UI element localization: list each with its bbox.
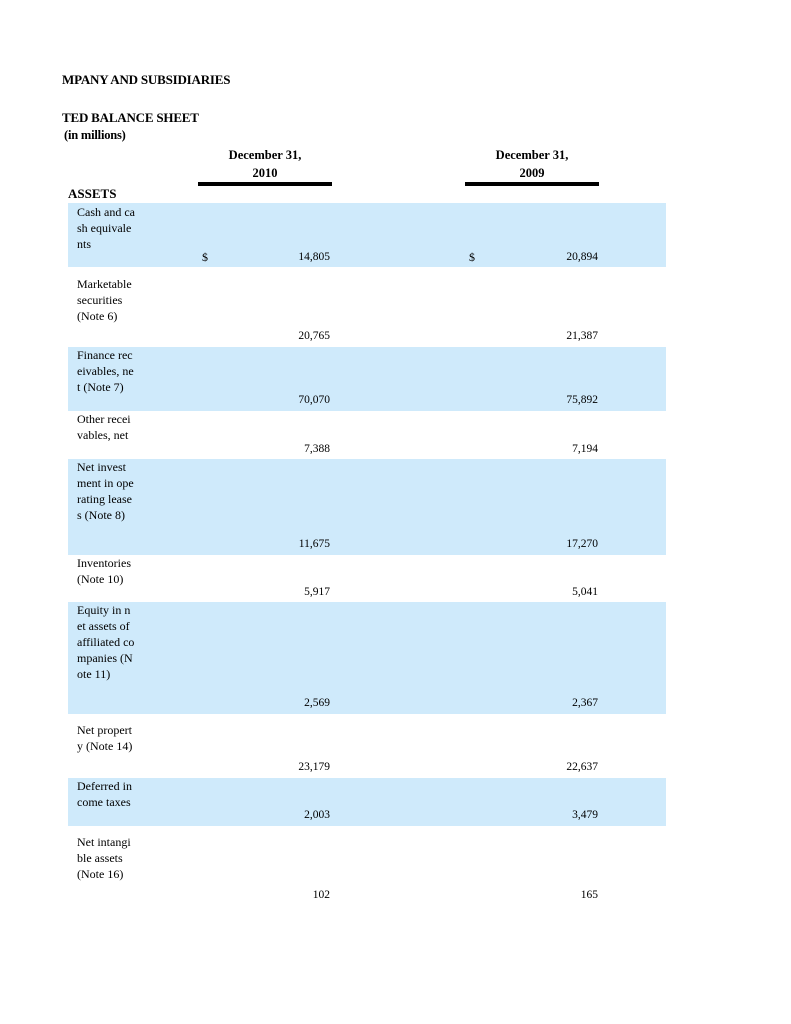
value-2009: 5,041 (572, 586, 598, 598)
value-2010: 102 (312, 889, 330, 901)
row-label: Net investment in operating leases (Note 8) (77, 460, 134, 523)
section-assets: ASSETS (68, 186, 117, 201)
currency-symbol-2009: $ (469, 250, 475, 264)
row-label: Inventories (Note 10) (77, 556, 131, 587)
value-2009: 21,387 (566, 330, 598, 342)
currency-symbol-2010: $ (202, 250, 208, 264)
column-header-2010-date: December 31, (228, 148, 302, 162)
value-2010: 5,917 (304, 586, 330, 598)
value-2010: 70,070 (298, 394, 330, 406)
table-row-net-property (68, 714, 666, 778)
value-2009: 22,637 (566, 761, 598, 773)
row-label: Finance receivables, net (Note 7) (77, 348, 134, 395)
value-2010: 23,179 (298, 761, 330, 773)
value-2010: 7,388 (304, 443, 330, 455)
row-label: Net intangible assets (Note 16) (77, 835, 131, 882)
table-row-deferred-taxes (68, 778, 666, 826)
table-row-inventories (68, 555, 666, 602)
table-row-intangible-assets (68, 826, 666, 906)
value-2009: 3,479 (572, 809, 598, 821)
value-2010: 2,569 (304, 697, 330, 709)
row-label: Marketable securities (Note 6) (77, 277, 132, 324)
statement-title: TED BALANCE SHEET (62, 110, 199, 125)
table-row-finance-receivables (68, 347, 666, 411)
company-name: MPANY AND SUBSIDIARIES (62, 72, 231, 87)
row-label: Other receivables, net (77, 412, 131, 443)
value-2009: 7,194 (572, 443, 598, 455)
table-row-other-receivables (68, 411, 666, 459)
row-label: Equity in net assets of affiliated companies (Note 11) (77, 603, 135, 682)
table-row-equity-affiliates (68, 602, 666, 714)
column-header-2010-year: 2010 (252, 166, 278, 180)
value-2009: 17,270 (566, 538, 598, 550)
value-2010: 11,675 (298, 538, 330, 550)
row-label: Cash and cash equivalents (77, 205, 135, 252)
table-row-operating-leases (68, 459, 666, 555)
units-note: (in millions) (64, 128, 126, 142)
value-2010: 2,003 (304, 809, 330, 821)
value-2010: 20,765 (298, 330, 330, 342)
value-2009: 20,894 (566, 251, 598, 263)
column-header-2009-date: December 31, (495, 148, 569, 162)
column-header-2009-year: 2009 (519, 166, 545, 180)
table-row-cash (68, 203, 666, 267)
row-label: Deferred income taxes (77, 779, 132, 810)
row-label: Net property (Note 14) (77, 723, 133, 754)
value-2009: 2,367 (572, 697, 598, 709)
value-2009: 165 (580, 889, 598, 901)
value-2009: 75,892 (566, 394, 598, 406)
column-rule-2009 (465, 182, 599, 186)
table-row-marketable-securities (68, 267, 666, 347)
column-rule-2010 (198, 182, 332, 186)
value-2010: 14,805 (298, 251, 330, 263)
